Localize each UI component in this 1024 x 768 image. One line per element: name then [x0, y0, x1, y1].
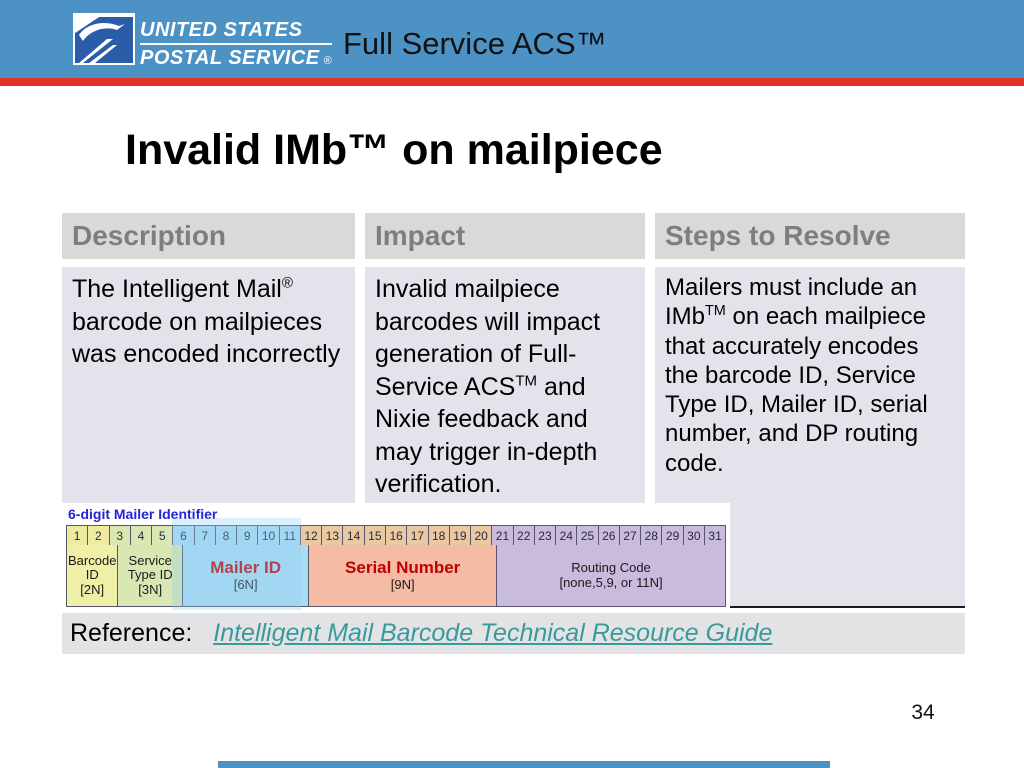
- brand-line-2: POSTAL SERVICE ®: [140, 47, 333, 69]
- page-number: 34: [911, 701, 935, 724]
- field-name: ID: [85, 567, 99, 583]
- digit-cell: 19: [450, 526, 471, 545]
- digit-cell: 22: [514, 526, 535, 545]
- digit-cell: 31: [705, 526, 725, 545]
- field-name: Routing Code: [571, 560, 651, 576]
- digit-cell: 6: [173, 526, 194, 545]
- registered-mark: ®: [323, 55, 333, 67]
- field-name: Mailer ID: [210, 558, 282, 578]
- usps-wordmark: [140, 20, 332, 68]
- brand-line-1: UNITED STATES: [140, 20, 332, 45]
- digit-cell: 13: [322, 526, 343, 545]
- digit-cell: 29: [662, 526, 683, 545]
- digit-cell: 24: [556, 526, 577, 545]
- usps-eagle-logo-icon: [73, 13, 135, 65]
- digit-cell: 14: [343, 526, 364, 545]
- red-stripe-divider: [0, 78, 1024, 86]
- digit-cell: 1: [67, 526, 88, 545]
- digit-row: [66, 525, 726, 546]
- digit-cell: 11: [280, 526, 301, 545]
- digit-cell: 7: [195, 526, 216, 545]
- field-size: [6N]: [233, 576, 258, 592]
- digit-cell: 23: [535, 526, 556, 545]
- header-title: Full Service ACS™: [343, 26, 607, 61]
- field-name: Type ID: [127, 567, 173, 583]
- reference-link[interactable]: Intelligent Mail Barcode Technical Resource Guide: [213, 619, 773, 647]
- digit-cell: 10: [258, 526, 279, 545]
- digit-cell: 16: [386, 526, 407, 545]
- field-section: [67, 545, 118, 606]
- cell-impact: Invalid mailpiece barcodes will impact generation of Full-Service ACS™ and Nixie feedback and may trigger in-depth verification.: [365, 267, 645, 606]
- page-title: Invalid IMb™ on mailpiece: [125, 126, 663, 174]
- field-name: Service: [128, 553, 172, 569]
- digit-cell: 5: [152, 526, 173, 545]
- digit-cell: 18: [429, 526, 450, 545]
- digit-cell: 27: [620, 526, 641, 545]
- digit-cell: 12: [301, 526, 322, 545]
- digit-cell: 17: [407, 526, 428, 545]
- digit-cell: 25: [577, 526, 598, 545]
- field-size: [9N]: [390, 576, 415, 592]
- digit-cell: 26: [599, 526, 620, 545]
- digit-cell: 3: [110, 526, 131, 545]
- digit-cell: 2: [88, 526, 109, 545]
- digit-cell: 4: [131, 526, 152, 545]
- superscript-mark: ®: [281, 274, 293, 292]
- field-row: [66, 545, 726, 607]
- reference-label: Reference:: [70, 619, 193, 647]
- field-name: Serial Number: [345, 558, 461, 578]
- cell-description: The Intelligent Mail® barcode on mailpieces was encoded incorrectly: [62, 267, 355, 606]
- footer-bar: [218, 761, 830, 768]
- column-header-steps: Steps to Resolve: [655, 213, 965, 259]
- imb-fields-diagram: [62, 503, 730, 613]
- reference-row: [62, 613, 965, 654]
- field-section: [309, 545, 497, 606]
- usps-logo: [73, 13, 135, 65]
- field-size: [3N]: [138, 581, 163, 597]
- digit-cell: 8: [216, 526, 237, 545]
- cell-steps: Mailers must include an IMb™ on each mailpiece that accurately encodes the barcode ID, Service Type ID, Mailer ID, serial number, and DP routing code.: [655, 267, 965, 606]
- digit-cell: 15: [365, 526, 386, 545]
- column-header-impact: Impact: [365, 213, 645, 259]
- field-size: [2N]: [80, 581, 105, 597]
- digit-cell: 21: [492, 526, 513, 545]
- digit-cell: 9: [237, 526, 258, 545]
- digit-cell: 30: [684, 526, 705, 545]
- digit-cell: 28: [641, 526, 662, 545]
- field-name: Barcode: [68, 553, 117, 569]
- digit-cell: 20: [471, 526, 492, 545]
- field-section: [183, 545, 309, 606]
- diagram-title: 6-digit Mailer Identifier: [68, 506, 218, 522]
- field-size: [none,5,9, or 11N]: [559, 574, 663, 590]
- column-header-description: Description: [62, 213, 355, 259]
- field-section: [118, 545, 183, 606]
- superscript-mark: TM: [705, 303, 726, 320]
- superscript-mark: TM: [515, 372, 538, 390]
- field-section: [497, 545, 725, 606]
